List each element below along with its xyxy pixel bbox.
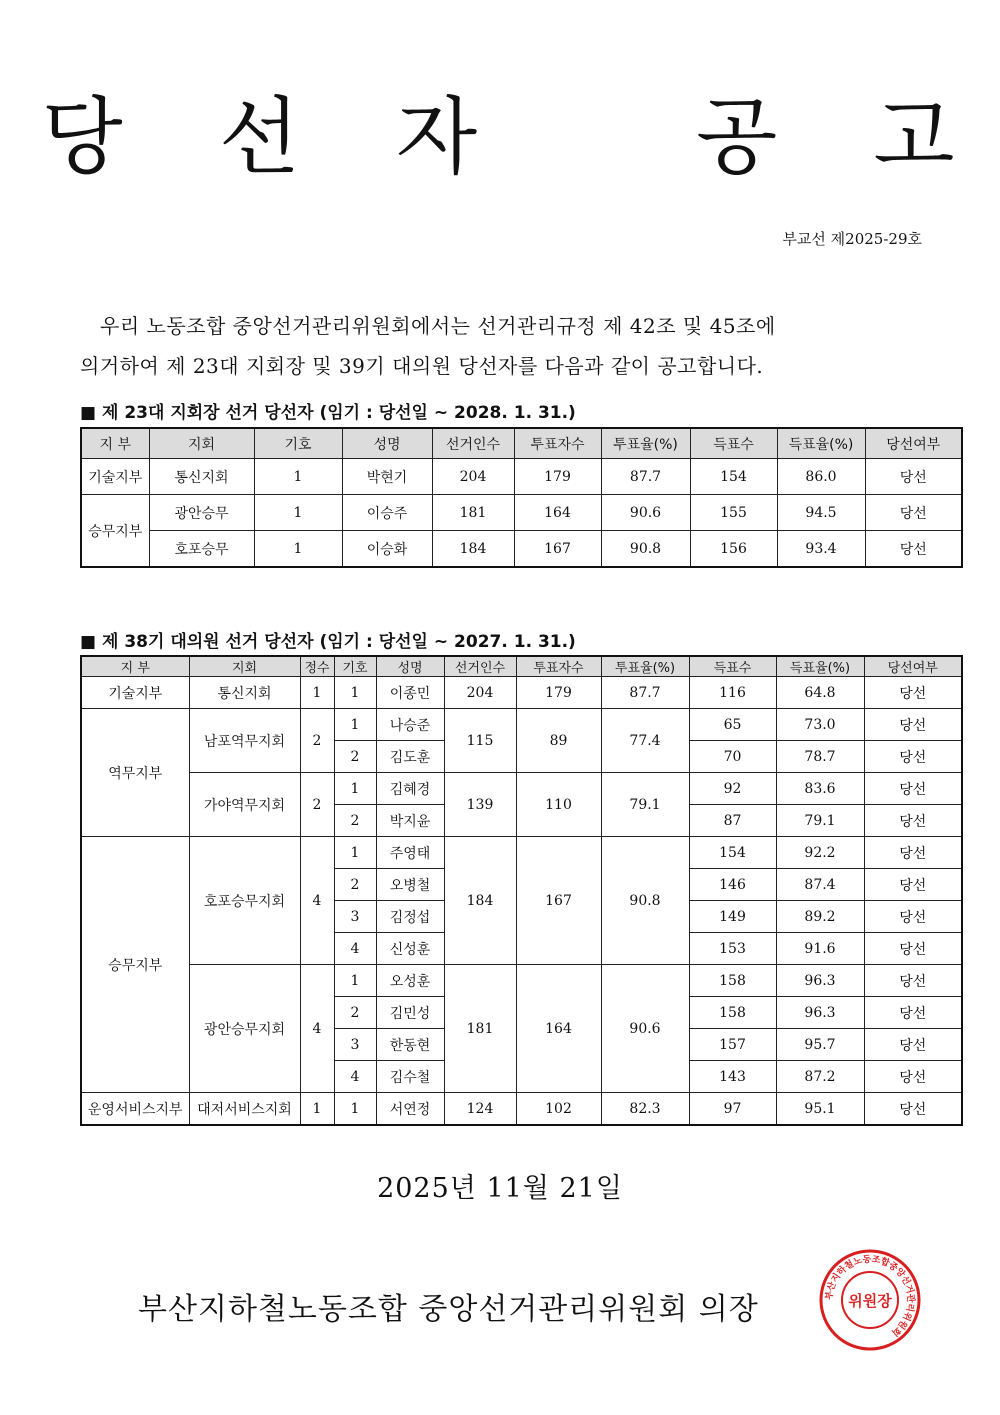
col-header: 정수 — [300, 656, 334, 677]
cell-electors: 204 — [432, 459, 514, 495]
cell-number: 1 — [334, 677, 376, 709]
cell-number: 2 — [334, 805, 376, 837]
cell-votes: 155 — [690, 495, 777, 531]
cell-voters: 179 — [516, 677, 601, 709]
cell-voters: 89 — [516, 709, 601, 773]
cell-electors: 115 — [444, 709, 516, 773]
cell-vote-rate: 94.5 — [777, 495, 865, 531]
cell-votes: 143 — [689, 1061, 776, 1093]
cell-result: 당선 — [864, 1093, 962, 1126]
cell-number: 3 — [334, 901, 376, 933]
cell-voters: 167 — [516, 837, 601, 965]
cell-vote-rate: 93.4 — [777, 531, 865, 568]
cell-branch: 기술지부 — [81, 677, 189, 709]
intro-paragraph — [80, 306, 930, 386]
cell-votes: 157 — [689, 1029, 776, 1061]
delegate-results-table — [80, 655, 963, 1126]
cell-seats: 1 — [300, 677, 334, 709]
table-row — [81, 531, 962, 568]
cell-name: 주영태 — [376, 837, 444, 869]
cell-number: 1 — [334, 965, 376, 997]
cell-votes: 153 — [689, 933, 776, 965]
chapter-leader-results-table — [80, 427, 963, 568]
cell-name: 김민성 — [376, 997, 444, 1029]
cell-vote-rate: 83.6 — [776, 773, 864, 805]
title-char: 공 — [696, 88, 782, 186]
cell-vote-rate: 91.6 — [776, 933, 864, 965]
cell-votes: 65 — [689, 709, 776, 741]
cell-votes: 156 — [690, 531, 777, 568]
cell-name: 한동현 — [376, 1029, 444, 1061]
cell-branch: 기술지부 — [81, 459, 149, 495]
cell-turnout: 90.6 — [601, 495, 690, 531]
document-number: 부교선 제2025-29호 — [782, 230, 922, 248]
cell-branch: 역무지부 — [81, 709, 189, 837]
cell-result: 당선 — [864, 805, 962, 837]
cell-number: 1 — [334, 709, 376, 741]
cell-name: 김혜경 — [376, 773, 444, 805]
page-title — [0, 70, 1000, 191]
table-row — [81, 495, 962, 531]
cell-turnout: 82.3 — [601, 1093, 689, 1126]
cell-turnout: 90.6 — [601, 965, 689, 1093]
col-header: 투표자수 — [514, 428, 601, 459]
cell-voters: 164 — [514, 495, 601, 531]
cell-chapter: 통신지회 — [149, 459, 254, 495]
cell-number: 2 — [334, 869, 376, 901]
cell-votes: 116 — [689, 677, 776, 709]
cell-electors: 181 — [432, 495, 514, 531]
cell-number: 1 — [334, 1093, 376, 1126]
cell-vote-rate: 79.1 — [776, 805, 864, 837]
cell-electors: 184 — [432, 531, 514, 568]
cell-vote-rate: 95.7 — [776, 1029, 864, 1061]
cell-voters: 102 — [516, 1093, 601, 1126]
cell-result: 당선 — [864, 837, 962, 869]
cell-number: 2 — [334, 997, 376, 1029]
cell-turnout: 87.7 — [601, 677, 689, 709]
cell-result: 당선 — [865, 531, 962, 568]
cell-vote-rate: 95.1 — [776, 1093, 864, 1126]
cell-result: 당선 — [864, 741, 962, 773]
title-char: 고 — [873, 88, 959, 186]
cell-branch: 승무지부 — [81, 495, 149, 568]
cell-chapter: 가야역무지회 — [189, 773, 300, 837]
cell-votes: 146 — [689, 869, 776, 901]
cell-electors: 139 — [444, 773, 516, 837]
cell-chapter: 호포승무 — [149, 531, 254, 568]
cell-votes: 149 — [689, 901, 776, 933]
col-header: 당선여부 — [864, 656, 962, 677]
cell-votes: 87 — [689, 805, 776, 837]
table-row — [81, 677, 962, 709]
cell-result: 당선 — [864, 709, 962, 741]
cell-name: 박현기 — [342, 459, 432, 495]
cell-name: 이승화 — [342, 531, 432, 568]
cell-number: 2 — [334, 741, 376, 773]
cell-voters: 110 — [516, 773, 601, 837]
cell-number: 1 — [334, 837, 376, 869]
table-header-row — [81, 656, 962, 677]
cell-number: 1 — [334, 773, 376, 805]
table-header-row — [81, 428, 962, 459]
cell-votes: 70 — [689, 741, 776, 773]
cell-turnout: 90.8 — [601, 531, 690, 568]
announcement-date: 2025년 11월 21일 — [377, 1173, 623, 1204]
cell-name: 김도훈 — [376, 741, 444, 773]
col-header: 득표율(%) — [776, 656, 864, 677]
signer-title: 부산지하철노동조합 중앙선거관리위원회 의장 — [138, 1292, 759, 1327]
cell-voters: 167 — [514, 531, 601, 568]
col-header: 득표수 — [690, 428, 777, 459]
cell-electors: 204 — [444, 677, 516, 709]
cell-number: 1 — [254, 495, 342, 531]
cell-name: 이승주 — [342, 495, 432, 531]
table-row — [81, 459, 962, 495]
cell-votes: 97 — [689, 1093, 776, 1126]
intro-line: 우리 노동조합 중앙선거관리위원회에서는 선거관리규정 제 42조 및 45조에 — [100, 314, 776, 338]
cell-seats: 4 — [300, 965, 334, 1093]
cell-result: 당선 — [864, 677, 962, 709]
svg-text:위원장: 위원장 — [848, 1292, 892, 1310]
cell-seats: 2 — [300, 773, 334, 837]
cell-chapter: 호포승무지회 — [189, 837, 300, 965]
cell-result: 당선 — [864, 933, 962, 965]
cell-votes: 158 — [689, 997, 776, 1029]
cell-turnout: 79.1 — [601, 773, 689, 837]
cell-result: 당선 — [864, 997, 962, 1029]
cell-voters: 164 — [516, 965, 601, 1093]
cell-result: 당선 — [865, 495, 962, 531]
col-header: 투표율(%) — [601, 428, 690, 459]
cell-vote-rate: 87.4 — [776, 869, 864, 901]
col-header: 기호 — [334, 656, 376, 677]
cell-votes: 154 — [689, 837, 776, 869]
cell-name: 김수철 — [376, 1061, 444, 1093]
cell-name: 나승준 — [376, 709, 444, 741]
cell-name: 신성훈 — [376, 933, 444, 965]
section2-heading: ■ 제 38기 대의원 선거 당선자 (임기 : 당선일 ~ 2027. 1. 31.) — [80, 632, 576, 652]
cell-vote-rate: 96.3 — [776, 965, 864, 997]
official-seal-stamp — [818, 1248, 922, 1352]
cell-name: 서연정 — [376, 1093, 444, 1126]
svg-text:부산지하철노동조합중앙선거관리위원회: 부산지하철노동조합중앙선거관리위원회 — [824, 1254, 916, 1338]
cell-vote-rate: 78.7 — [776, 741, 864, 773]
col-header: 선거인수 — [432, 428, 514, 459]
cell-number: 3 — [334, 1029, 376, 1061]
col-header: 선거인수 — [444, 656, 516, 677]
cell-electors: 181 — [444, 965, 516, 1093]
col-header: 당선여부 — [865, 428, 962, 459]
cell-result: 당선 — [864, 869, 962, 901]
cell-turnout: 90.8 — [601, 837, 689, 965]
cell-number: 4 — [334, 1061, 376, 1093]
table-row — [81, 1093, 962, 1126]
cell-seats: 4 — [300, 837, 334, 965]
cell-chapter: 남포역무지회 — [189, 709, 300, 773]
title-char: 자 — [396, 88, 482, 186]
title-char: 선 — [218, 88, 304, 186]
cell-name: 이종민 — [376, 677, 444, 709]
cell-vote-rate: 96.3 — [776, 997, 864, 1029]
cell-result: 당선 — [864, 1029, 962, 1061]
intro-line: 의거하여 제 23대 지회장 및 39기 대의원 당선자를 다음과 같이 공고합니다. — [80, 354, 764, 378]
cell-votes: 154 — [690, 459, 777, 495]
col-header: 성명 — [342, 428, 432, 459]
cell-branch: 승무지부 — [81, 837, 189, 1093]
cell-electors: 124 — [444, 1093, 516, 1126]
cell-vote-rate: 86.0 — [777, 459, 865, 495]
cell-name: 김정섭 — [376, 901, 444, 933]
cell-number: 1 — [254, 531, 342, 568]
cell-seats: 2 — [300, 709, 334, 773]
col-header: 지회 — [189, 656, 300, 677]
table-row — [81, 965, 962, 997]
title-char: 당 — [41, 88, 127, 186]
table-row — [81, 709, 962, 741]
cell-turnout: 87.7 — [601, 459, 690, 495]
cell-vote-rate: 92.2 — [776, 837, 864, 869]
cell-result: 당선 — [864, 901, 962, 933]
cell-number: 4 — [334, 933, 376, 965]
cell-seats: 1 — [300, 1093, 334, 1126]
cell-chapter: 광안승무 — [149, 495, 254, 531]
cell-result: 당선 — [864, 1061, 962, 1093]
cell-result: 당선 — [864, 965, 962, 997]
cell-chapter: 통신지회 — [189, 677, 300, 709]
cell-votes: 92 — [689, 773, 776, 805]
col-header: 지회 — [149, 428, 254, 459]
cell-vote-rate: 73.0 — [776, 709, 864, 741]
cell-electors: 184 — [444, 837, 516, 965]
col-header: 성명 — [376, 656, 444, 677]
col-header: 기호 — [254, 428, 342, 459]
cell-turnout: 77.4 — [601, 709, 689, 773]
cell-result: 당선 — [864, 773, 962, 805]
col-header: 투표율(%) — [601, 656, 689, 677]
cell-name: 박지윤 — [376, 805, 444, 837]
col-header: 득표율(%) — [777, 428, 865, 459]
cell-result: 당선 — [865, 459, 962, 495]
cell-chapter: 대저서비스지회 — [189, 1093, 300, 1126]
col-header: 지 부 — [81, 428, 149, 459]
col-header: 투표자수 — [516, 656, 601, 677]
table-row — [81, 773, 962, 805]
col-header: 득표수 — [689, 656, 776, 677]
cell-vote-rate: 89.2 — [776, 901, 864, 933]
cell-voters: 179 — [514, 459, 601, 495]
cell-vote-rate: 64.8 — [776, 677, 864, 709]
cell-votes: 158 — [689, 965, 776, 997]
cell-chapter: 광안승무지회 — [189, 965, 300, 1093]
cell-branch: 운영서비스지부 — [81, 1093, 189, 1126]
cell-name: 오성훈 — [376, 965, 444, 997]
cell-name: 오병철 — [376, 869, 444, 901]
col-header: 지 부 — [81, 656, 189, 677]
section1-heading: ■ 제 23대 지회장 선거 당선자 (임기 : 당선일 ~ 2028. 1. 31.) — [80, 403, 576, 423]
cell-vote-rate: 87.2 — [776, 1061, 864, 1093]
cell-number: 1 — [254, 459, 342, 495]
table-row — [81, 837, 962, 869]
